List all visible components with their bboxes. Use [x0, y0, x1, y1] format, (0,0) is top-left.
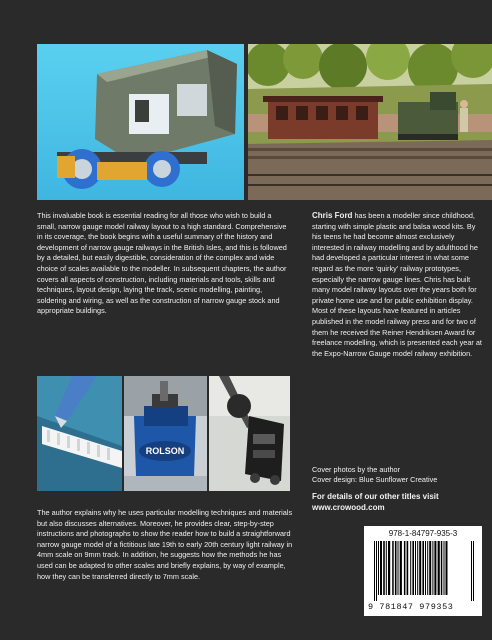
- description-paragraph: This invaluable book is essential reading for all those who wish to build a small, narrow gauge model railway layout to a high standard. Comprehensive in its coverage, the book begins with a useful summary of the history and development of narrow gauge railways in the British Isles, and this is followed by a detailed, but easily digestible, consideration of the complex and wide choice of scales available to the modeller. In subsequent chapters, the author covers all aspects of construction, including materials and tools, skills and techniques, layout design, laying the track, scenic modelling, painting, soldering and wiring, as well as the construction of narrow gauge stock and appropriate buildings.: [37, 211, 287, 316]
- approach-paragraph: The author explains why he uses particular modelling techniques and materials but also discusses alternatives. Moreover, he provides clear, step-by-step instructions and photographs to show the reader how to build a straightforward narrow gauge model of a fictitious late 19th to early 20th century light railway in 4mm scale on 9mm track. In addition, he suggests how the methods he has used can be adapted to other scales and briefly explains, by way of example, how they can be transferred directly to 7mm scale.: [37, 508, 293, 581]
- design-credit: Cover design: Blue Sunflower Creative: [312, 475, 438, 485]
- photo-model-carriage: [37, 44, 244, 200]
- author-name: Chris Ford: [312, 211, 353, 220]
- publisher-website-link[interactable]: www.crowood.com: [312, 503, 385, 512]
- approach-text: [37, 508, 293, 582]
- vise-brand-label: ROLSON: [145, 446, 185, 456]
- barcode-bars: [372, 541, 476, 601]
- photo-cutting-tool: [37, 376, 122, 491]
- isbn-barcode: [364, 526, 482, 616]
- details-line: For details of our other titles visit: [312, 492, 439, 501]
- photo-credit: Cover photos by the author: [312, 465, 401, 474]
- ean-number: 9 781847 979353: [368, 602, 454, 612]
- photo-soldering: [209, 376, 290, 491]
- cover-credits: [312, 465, 437, 486]
- isbn-number: 978-1-84797-935-3: [388, 529, 458, 538]
- photo-layout-train: [248, 44, 492, 200]
- photo-rolson-vise: [124, 376, 207, 491]
- book-description: [37, 211, 290, 317]
- author-bio-text: has been a modeller since childhood, starting with simple plastic and balsa wood kits. By his teens he had become almost exclusively interested in railway modelling and by adulthood he had developed a particular interest in what some regard as the more ‘quirky’ railway prototypes, especially the narrow gauge lines. Chris has built many model railway layouts over the years both for private home use and for public exhibition display. Most of these layouts have featured in articles published in the model railway press and for two of them he received the Reiner Hendriksen Award for freelance modelling, which is presented each year at the Expo-Narrow Gauge model railway exhibition.: [312, 211, 482, 358]
- author-bio: [312, 211, 482, 359]
- publisher-details: [312, 491, 439, 513]
